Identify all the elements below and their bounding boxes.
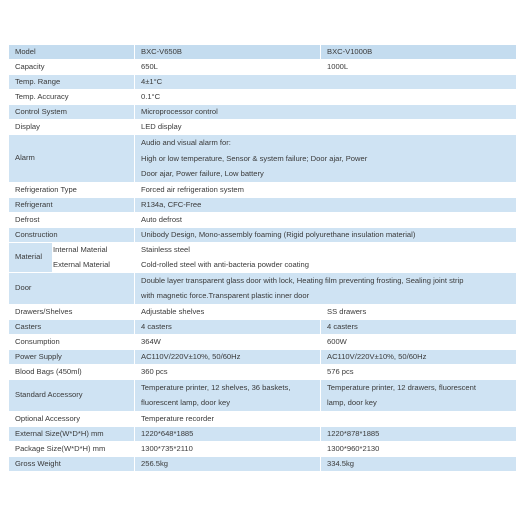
cell-value: R134a, CFC-Free bbox=[135, 197, 517, 212]
row-label: Alarm bbox=[9, 135, 135, 183]
row-material-internal bbox=[9, 242, 517, 257]
row-control-system bbox=[9, 105, 517, 120]
sub-label: External Material bbox=[53, 257, 135, 272]
row-construction bbox=[9, 227, 517, 242]
cell-value: AC110V/220V±10%, 50/60Hz bbox=[135, 349, 321, 364]
row-door bbox=[9, 272, 517, 304]
row-label: External Size(W*D*H) mm bbox=[9, 426, 135, 441]
row-temp-range bbox=[9, 75, 517, 90]
row-refrigerant bbox=[9, 197, 517, 212]
cell-value: 1220*878*1885 bbox=[321, 426, 517, 441]
row-gross-weight bbox=[9, 456, 517, 471]
cell-value: 1220*648*1885 bbox=[135, 426, 321, 441]
row-material-external bbox=[9, 257, 517, 272]
cell-value: 364W bbox=[135, 334, 321, 349]
row-label: Refrigeration Type bbox=[9, 182, 135, 197]
cell-value-multiline bbox=[321, 379, 517, 411]
row-label: Temp. Range bbox=[9, 75, 135, 90]
row-label: Consumption bbox=[9, 334, 135, 349]
cell-value: 576 pcs bbox=[321, 364, 517, 379]
row-defrost bbox=[9, 212, 517, 227]
cell-value: AC110V/220V±10%, 50/60Hz bbox=[321, 349, 517, 364]
row-label: Power Supply bbox=[9, 349, 135, 364]
row-drawers bbox=[9, 304, 517, 319]
row-power-supply bbox=[9, 349, 517, 364]
alarm-line-3: Door ajar, Power failure, Low battery bbox=[141, 169, 264, 178]
alarm-line-1: Audio and visual alarm for: bbox=[141, 138, 231, 147]
row-label: Refrigerant bbox=[9, 197, 135, 212]
row-standard-accessory bbox=[9, 379, 517, 411]
row-temp-accuracy bbox=[9, 90, 517, 105]
header-label: Model bbox=[9, 45, 135, 60]
sub-label: Internal Material bbox=[53, 242, 135, 257]
cell-value: SS drawers bbox=[321, 304, 517, 319]
cell-value: 334.5kg bbox=[321, 456, 517, 471]
row-label: Standard Accessory bbox=[9, 379, 135, 411]
accessory-line: lamp, door key bbox=[327, 398, 377, 407]
row-label: Capacity bbox=[9, 60, 135, 75]
row-display bbox=[9, 120, 517, 135]
cell-value: Temperature recorder bbox=[135, 411, 517, 426]
cell-value: 1300*735*2110 bbox=[135, 441, 321, 456]
accessory-line: fluorescent lamp, door key bbox=[141, 398, 231, 407]
row-label: Door bbox=[9, 272, 135, 304]
cell-value-multiline bbox=[135, 135, 517, 183]
row-optional-accessory bbox=[9, 411, 517, 426]
cell-value: Cold-rolled steel with anti-bacteria powder coating bbox=[135, 257, 517, 272]
row-label: Package Size(W*D*H) mm bbox=[9, 441, 135, 456]
spec-sheet bbox=[8, 44, 516, 472]
row-label: Blood Bags (450ml) bbox=[9, 364, 135, 379]
row-external-size bbox=[9, 426, 517, 441]
row-consumption bbox=[9, 334, 517, 349]
cell-value: Unibody Design, Mono-assembly foaming (Rigid polyurethane insulation material) bbox=[135, 227, 517, 242]
row-label: Temp. Accuracy bbox=[9, 90, 135, 105]
cell-value: Auto defrost bbox=[135, 212, 517, 227]
door-line-1: Double layer transparent glass door with lock, Heating film preventing frosting, Sealing joint strip bbox=[141, 275, 464, 285]
cell-value: 1300*960*2130 bbox=[321, 441, 517, 456]
cell-value: Adjustable shelves bbox=[135, 304, 321, 319]
cell-value: 650L bbox=[135, 60, 321, 75]
accessory-line: Temperature printer, 12 shelves, 36 baskets, bbox=[141, 382, 291, 392]
row-label: Display bbox=[9, 120, 135, 135]
row-label: Construction bbox=[9, 227, 135, 242]
cell-value: 4±1°C bbox=[135, 75, 517, 90]
cell-value-multiline bbox=[135, 379, 321, 411]
row-casters bbox=[9, 319, 517, 334]
cell-value-multiline bbox=[135, 272, 517, 304]
header-model-1: BXC-V650B bbox=[135, 45, 321, 60]
row-label: Casters bbox=[9, 319, 135, 334]
row-label: Gross Weight bbox=[9, 456, 135, 471]
row-label: Material bbox=[9, 242, 53, 272]
row-alarm bbox=[9, 135, 517, 183]
row-capacity bbox=[9, 60, 517, 75]
cell-value: 1000L bbox=[321, 60, 517, 75]
cell-value: 360 pcs bbox=[135, 364, 321, 379]
cell-value: 4 casters bbox=[321, 319, 517, 334]
accessory-line: Temperature printer, 12 drawers, fluorescent bbox=[327, 382, 476, 392]
door-line-2: with magnetic force.Transparent plastic inner door bbox=[141, 291, 310, 300]
cell-value: Forced air refrigeration system bbox=[135, 182, 517, 197]
alarm-line-2: High or low temperature, Sensor & system failure; Door ajar, Power bbox=[141, 153, 368, 163]
row-package-size bbox=[9, 441, 517, 456]
header-row bbox=[9, 45, 517, 60]
cell-value: 256.5kg bbox=[135, 456, 321, 471]
cell-value: 4 casters bbox=[135, 319, 321, 334]
row-label: Defrost bbox=[9, 212, 135, 227]
spec-table bbox=[8, 44, 517, 472]
cell-value: Stainless steel bbox=[135, 242, 517, 257]
cell-value: Microprocessor control bbox=[135, 105, 517, 120]
header-model-2: BXC-V1000B bbox=[321, 45, 517, 60]
cell-value: 600W bbox=[321, 334, 517, 349]
row-refrigeration-type bbox=[9, 182, 517, 197]
row-label: Control System bbox=[9, 105, 135, 120]
cell-value: LED display bbox=[135, 120, 517, 135]
row-label: Optional Accessory bbox=[9, 411, 135, 426]
row-label: Drawers/Shelves bbox=[9, 304, 135, 319]
row-blood-bags bbox=[9, 364, 517, 379]
cell-value: 0.1°C bbox=[135, 90, 517, 105]
